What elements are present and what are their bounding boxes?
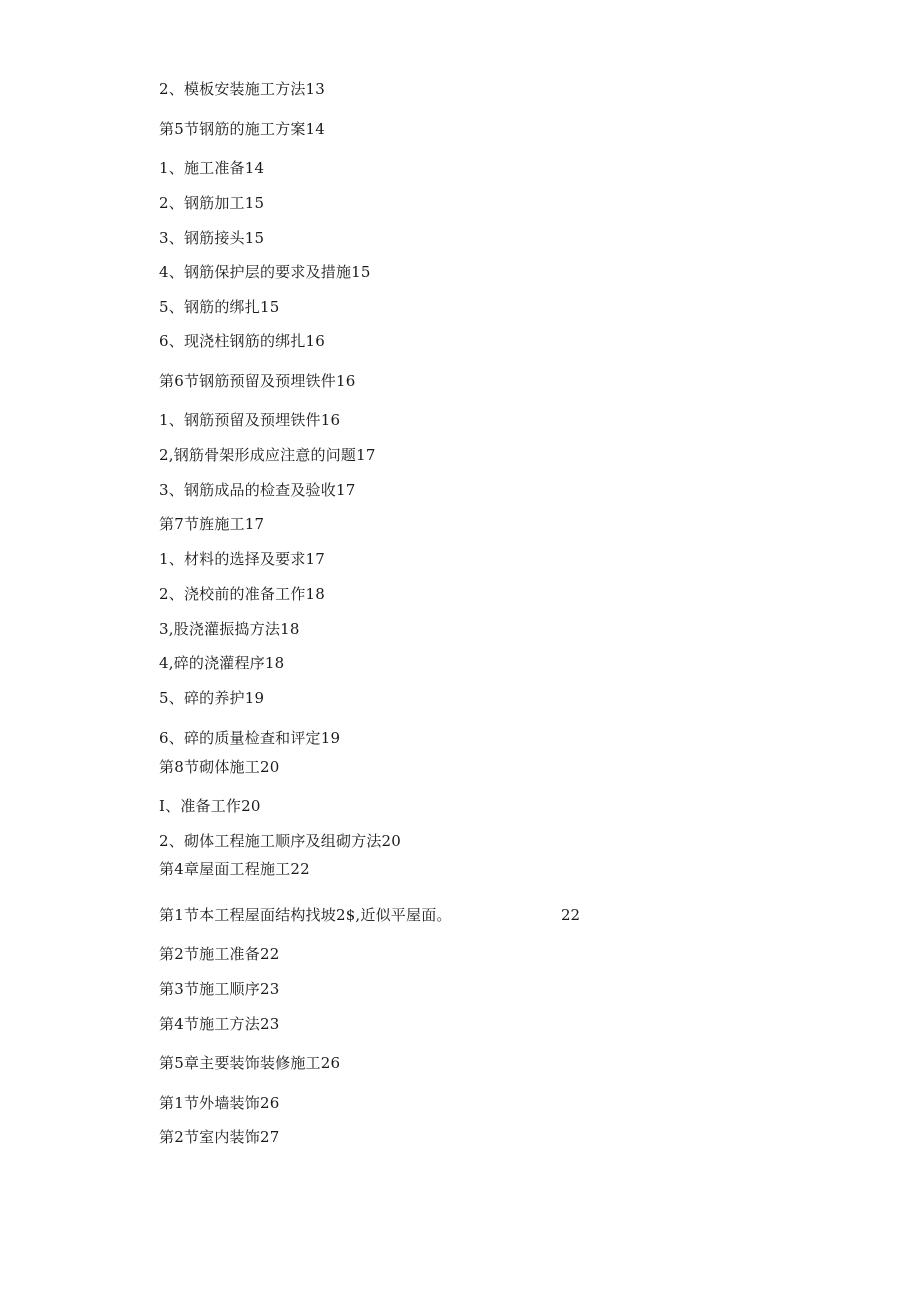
toc-entry: 第2节室内装饰27 [159, 1128, 280, 1146]
toc-entry: 3、钢筋接头15 [159, 229, 265, 247]
toc-entry: 第1节外墙装饰26 [159, 1094, 280, 1112]
toc-entry: 6、碎的质量检查和评定19 [159, 729, 341, 747]
toc-page-number: 22 [561, 906, 581, 924]
toc-entry: 2、浇校前的准备工作18 [159, 585, 326, 603]
toc-entry: 4,碎的浇灌程序18 [159, 654, 285, 672]
toc-entry: 4、钢筋保护层的要求及措施15 [159, 263, 371, 281]
toc-entry: 1、材料的选择及要求17 [159, 550, 326, 568]
toc-entry: I、准备工作20 [159, 797, 261, 815]
toc-entry: 6、现浇柱钢筋的绑扎16 [159, 332, 326, 350]
toc-entry: 3、钢筋成品的检查及验收17 [159, 481, 356, 499]
toc-entry: 第1节本工程屋面结构找坡2$,近似平屋面。 [159, 906, 452, 924]
toc-entry: 第3节施工顺序23 [159, 980, 280, 998]
toc-entry: 第5节钢筋的施工方案14 [159, 120, 326, 138]
toc-entry: 第5章主要装饰装修施工26 [159, 1054, 341, 1072]
toc-entry: 第4节施工方法23 [159, 1015, 280, 1033]
toc-entry: 第7节旌施工17 [159, 515, 265, 533]
toc-entry: 1、钢筋预留及预埋铁件16 [159, 411, 341, 429]
toc-entry: 2、砌体工程施工顺序及组砌方法20 [159, 832, 402, 850]
toc-entry: 1、施工准备14 [159, 159, 265, 177]
toc-entry: 5、钢筋的绑扎15 [159, 298, 280, 316]
toc-entry: 2、模板安装施工方法13 [159, 80, 326, 98]
toc-entry: 第6节钢筋预留及预埋铁件16 [159, 372, 356, 390]
toc-entry: 第4章屋面工程施工22 [159, 860, 310, 878]
toc-entry: 第2节施工准备22 [159, 945, 280, 963]
toc-entry: 2,钢筋骨架形成应注意的问题17 [159, 446, 376, 464]
toc-entry: 3,股浇灌振捣方法18 [159, 620, 300, 638]
toc-entry: 2、钢筋加工15 [159, 194, 265, 212]
toc-entry: 第8节砌体施工20 [159, 758, 280, 776]
toc-entry: 5、碎的养护19 [159, 689, 265, 707]
